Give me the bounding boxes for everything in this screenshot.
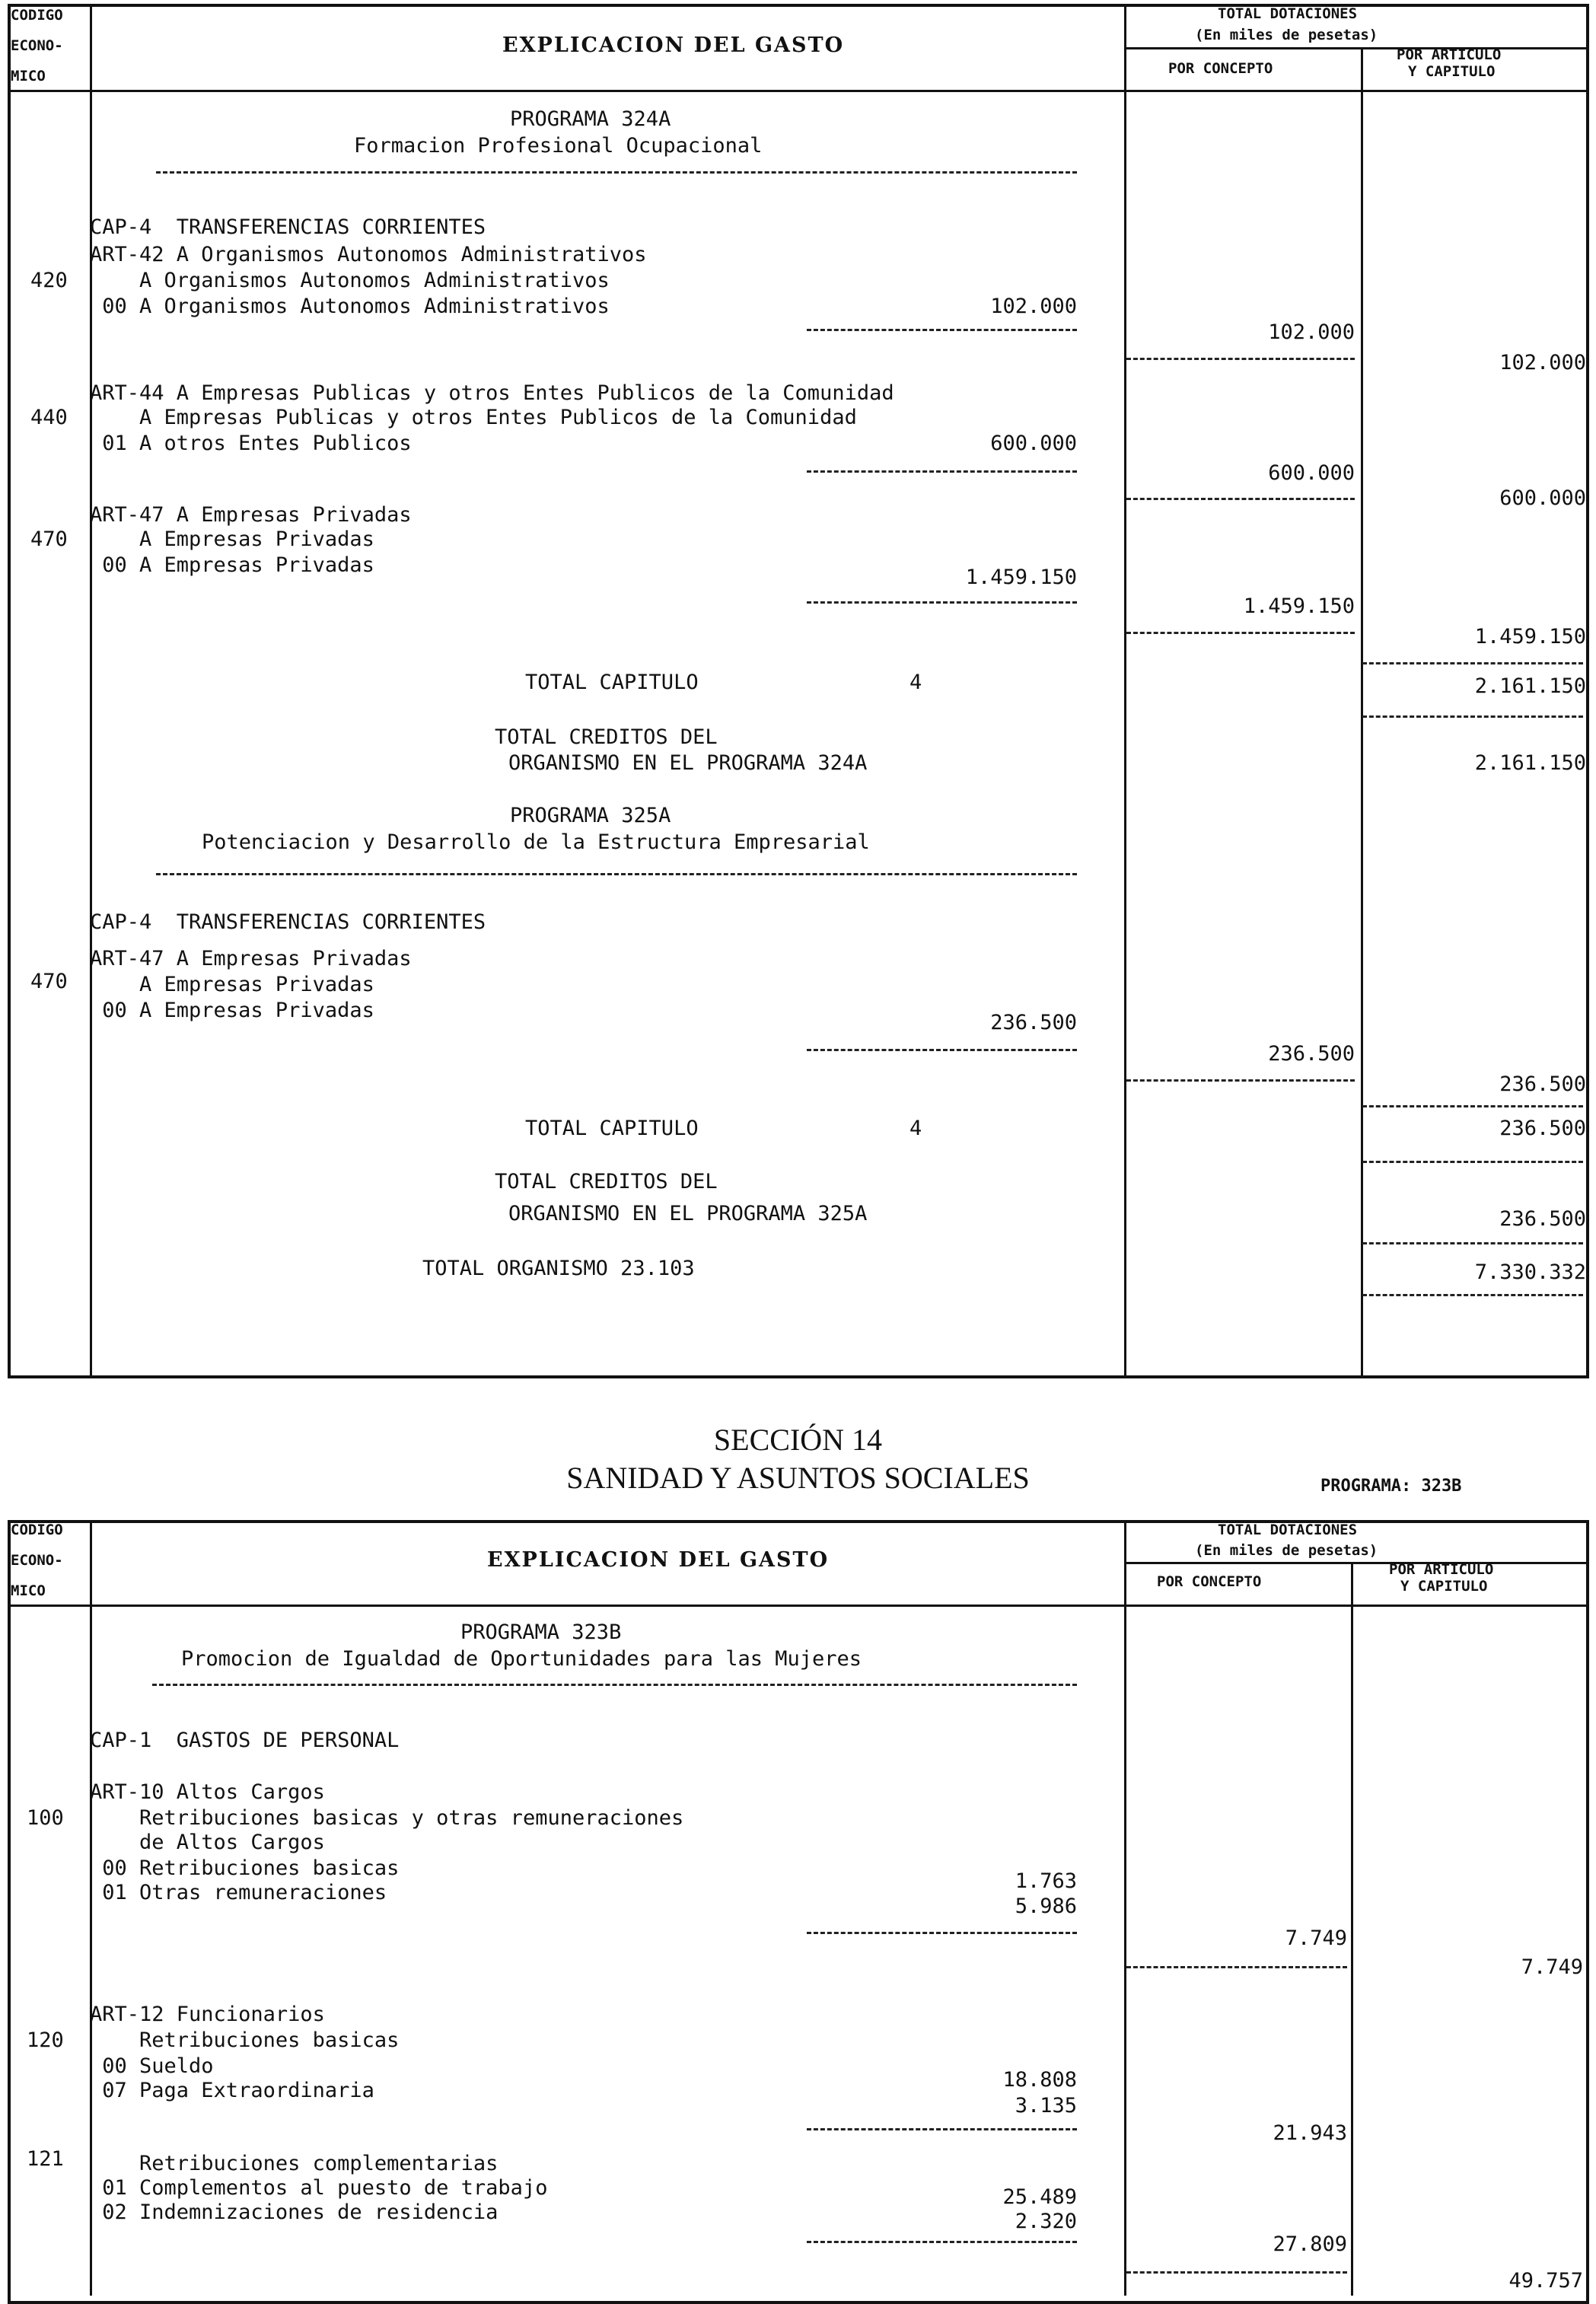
header-por-articulo: POR ARTICULO <box>1397 46 1502 63</box>
concept-total: 1.459.150 <box>1243 594 1355 618</box>
subconcept-amount: 236.500 <box>990 1011 1077 1034</box>
article-total: 1.459.150 <box>1474 625 1586 648</box>
program-title: PROGRAMA 323B <box>460 1620 622 1644</box>
subconcept-amount: 2.320 <box>1015 2210 1077 2233</box>
concept-total: 102.000 <box>1268 320 1355 344</box>
subtotal-separator <box>807 601 1077 604</box>
column-divider <box>1361 47 1363 1378</box>
total-organismo-label: TOTAL ORGANISMO 23.103 <box>422 1257 695 1280</box>
subconcept-line: 07 Paga Extraordinaria <box>90 2079 374 2102</box>
total-capitulo-label: TOTAL CAPITULO <box>525 671 699 694</box>
program-description: Promocion de Igualdad de Oportunidades para las Mujeres <box>181 1647 862 1671</box>
organismo-total: 7.330.332 <box>1474 1260 1586 1284</box>
total-capitulo-number: 4 <box>909 671 922 694</box>
budget-table-1 <box>8 4 1589 1378</box>
article-total: 102.000 <box>1499 351 1586 374</box>
article-total: 49.757 <box>1508 2269 1583 2293</box>
subtotal-separator <box>807 470 1077 473</box>
chapter-separator <box>1362 662 1583 664</box>
header-explicacion: EXPLICACION DEL GASTO <box>487 1548 830 1572</box>
article-total: 236.500 <box>1499 1072 1586 1096</box>
article-heading: ART-12 Funcionarios <box>90 2003 325 2026</box>
header-econo: ECONO- <box>11 37 63 54</box>
header-total-dotaciones: TOTAL DOTACIONES <box>1218 1522 1358 1538</box>
chapter-heading: CAP-4 TRANSFERENCIAS CORRIENTES <box>90 910 486 934</box>
header-por-articulo: POR ARTICULO <box>1389 1561 1494 1578</box>
header-codigo: CODIGO <box>11 1522 63 1538</box>
header-total-dotaciones: TOTAL DOTACIONES <box>1218 5 1358 22</box>
article-heading: ART-10 Altos Cargos <box>90 1780 325 1804</box>
header-explicacion: EXPLICACION DEL GASTO <box>502 33 845 57</box>
header-divider <box>1124 47 1589 49</box>
header-por-concepto: POR CONCEPTO <box>1157 1573 1262 1590</box>
subconcept-amount: 5.986 <box>1015 1895 1077 1918</box>
chapter-total: 236.500 <box>1499 1117 1586 1140</box>
subtotal-separator <box>807 1932 1077 1934</box>
subconcept-line: 00 Sueldo <box>90 2054 214 2078</box>
section-subtitle: SANIDAD Y ASUNTOS SOCIALES <box>566 1461 1030 1495</box>
header-codigo: CODIGO <box>11 7 63 24</box>
total-creditos-program: ORGANISMO EN EL PROGRAMA 325A <box>508 1202 868 1225</box>
subconcept-line: 00 Retribuciones basicas <box>90 1856 400 1880</box>
subconcept-amount: 25.489 <box>1002 2185 1077 2209</box>
subconcept-line: 01 Otras remuneraciones <box>90 1881 387 1904</box>
economic-code: 100 <box>27 1806 64 1830</box>
article-heading: ART-47 A Empresas Privadas <box>90 947 412 970</box>
concept-line: Retribuciones basicas <box>90 2028 400 2052</box>
subtotal-separator <box>807 2241 1077 2243</box>
concept-line: A Empresas Privadas <box>90 527 374 551</box>
concept-separator <box>1126 358 1355 360</box>
concept-line: A Empresas Privadas <box>90 973 374 996</box>
article-heading: ART-42 A Organismos Autonomos Administrativos <box>90 243 647 266</box>
article-total: 7.749 <box>1521 1955 1583 1979</box>
concept-total: 7.749 <box>1285 1926 1347 1950</box>
subconcept-amount: 102.000 <box>990 295 1077 318</box>
concept-line: Retribuciones complementarias <box>90 2152 499 2175</box>
column-divider <box>1124 4 1126 1378</box>
economic-code: 420 <box>30 269 68 292</box>
header-miles-pesetas: (En miles de pesetas) <box>1195 1542 1378 1559</box>
concept-separator <box>1126 632 1355 634</box>
total-creditos-label: TOTAL CREDITOS DEL <box>495 1170 718 1193</box>
total-capitulo-number: 4 <box>909 1117 922 1140</box>
article-heading: ART-44 A Empresas Publicas y otros Entes Publicos de la Comunidad <box>90 381 894 405</box>
economic-code: 120 <box>27 2028 64 2052</box>
program-separator <box>1362 1242 1583 1244</box>
article-separator <box>1362 1105 1583 1107</box>
header-por-concepto: POR CONCEPTO <box>1168 60 1273 77</box>
concept-separator <box>1126 2271 1347 2274</box>
separator-line <box>152 1684 1077 1686</box>
economic-code: 470 <box>30 970 68 993</box>
header-divider <box>8 1605 1589 1607</box>
column-divider <box>1124 1520 1126 2296</box>
header-divider <box>1124 1562 1589 1564</box>
section-title: SECCIÓN 14 <box>713 1423 883 1457</box>
concept-line: de Altos Cargos <box>90 1831 325 1854</box>
subconcept-line: 00 A Empresas Privadas <box>90 553 374 577</box>
concept-total: 27.809 <box>1273 2232 1347 2256</box>
total-creditos-label: TOTAL CREDITOS DEL <box>495 725 718 749</box>
subconcept-amount: 1.459.150 <box>965 566 1077 589</box>
organismo-separator <box>1362 1294 1583 1296</box>
program-title: PROGRAMA 324A <box>510 107 671 131</box>
program-description: Potenciacion y Desarrollo de la Estructura Empresarial <box>202 830 870 854</box>
subconcept-line: 00 A Empresas Privadas <box>90 999 374 1022</box>
subconcept-amount: 3.135 <box>1015 2094 1077 2118</box>
economic-code: 440 <box>30 406 68 429</box>
subconcept-amount: 600.000 <box>990 432 1077 455</box>
subconcept-line: 01 A otros Entes Publicos <box>90 432 412 455</box>
subconcept-amount: 1.763 <box>1015 1869 1077 1893</box>
header-mico: MICO <box>11 1582 46 1599</box>
header-divider <box>8 90 1589 92</box>
concept-line: A Empresas Publicas y otros Entes Publicos de la Comunidad <box>90 406 857 429</box>
subconcept-line: 02 Indemnizaciones de residencia <box>90 2200 499 2224</box>
chapter-separator <box>1362 715 1583 718</box>
total-creditos-program: ORGANISMO EN EL PROGRAMA 324A <box>508 751 868 775</box>
article-total: 600.000 <box>1499 486 1586 510</box>
program-title: PROGRAMA 325A <box>510 804 671 827</box>
concept-line: Retribuciones basicas y otras remuneraciones <box>90 1806 684 1830</box>
concept-separator <box>1126 1079 1355 1082</box>
header-miles-pesetas: (En miles de pesetas) <box>1195 27 1378 43</box>
programa-label: PROGRAMA: 323B <box>1320 1477 1462 1496</box>
concept-total: 236.500 <box>1268 1042 1355 1066</box>
header-y-capitulo: Y CAPITULO <box>1400 1578 1488 1595</box>
column-divider <box>1351 1562 1353 2296</box>
concept-total: 600.000 <box>1268 461 1355 485</box>
program-total: 236.500 <box>1499 1207 1586 1231</box>
article-heading: ART-47 A Empresas Privadas <box>90 503 412 527</box>
concept-total: 21.943 <box>1273 2121 1347 2145</box>
economic-code: 470 <box>30 527 68 551</box>
total-capitulo-label: TOTAL CAPITULO <box>525 1117 699 1140</box>
column-divider <box>90 4 92 1378</box>
subtotal-separator <box>807 1049 1077 1051</box>
header-econo: ECONO- <box>11 1552 63 1569</box>
chapter-total: 2.161.150 <box>1474 674 1586 698</box>
subtotal-separator <box>807 329 1077 331</box>
subconcept-line: 00 A Organismos Autonomos Administrativos <box>90 295 610 318</box>
header-mico: MICO <box>11 68 46 84</box>
program-total: 2.161.150 <box>1474 751 1586 775</box>
subconcept-amount: 18.808 <box>1002 2068 1077 2092</box>
concept-separator <box>1126 498 1355 500</box>
chapter-separator <box>1362 1161 1583 1163</box>
chapter-heading: CAP-4 TRANSFERENCIAS CORRIENTES <box>90 215 486 239</box>
subconcept-line: 01 Complementos al puesto de trabajo <box>90 2176 548 2200</box>
economic-code: 121 <box>27 2147 64 2171</box>
subtotal-separator <box>807 2128 1077 2130</box>
concept-separator <box>1126 1966 1347 1968</box>
chapter-heading: CAP-1 GASTOS DE PERSONAL <box>90 1729 400 1752</box>
header-y-capitulo: Y CAPITULO <box>1408 63 1496 80</box>
separator-line <box>156 873 1077 875</box>
separator-line <box>156 171 1077 174</box>
program-description: Formacion Profesional Ocupacional <box>354 134 763 158</box>
concept-line: A Organismos Autonomos Administrativos <box>90 269 610 292</box>
